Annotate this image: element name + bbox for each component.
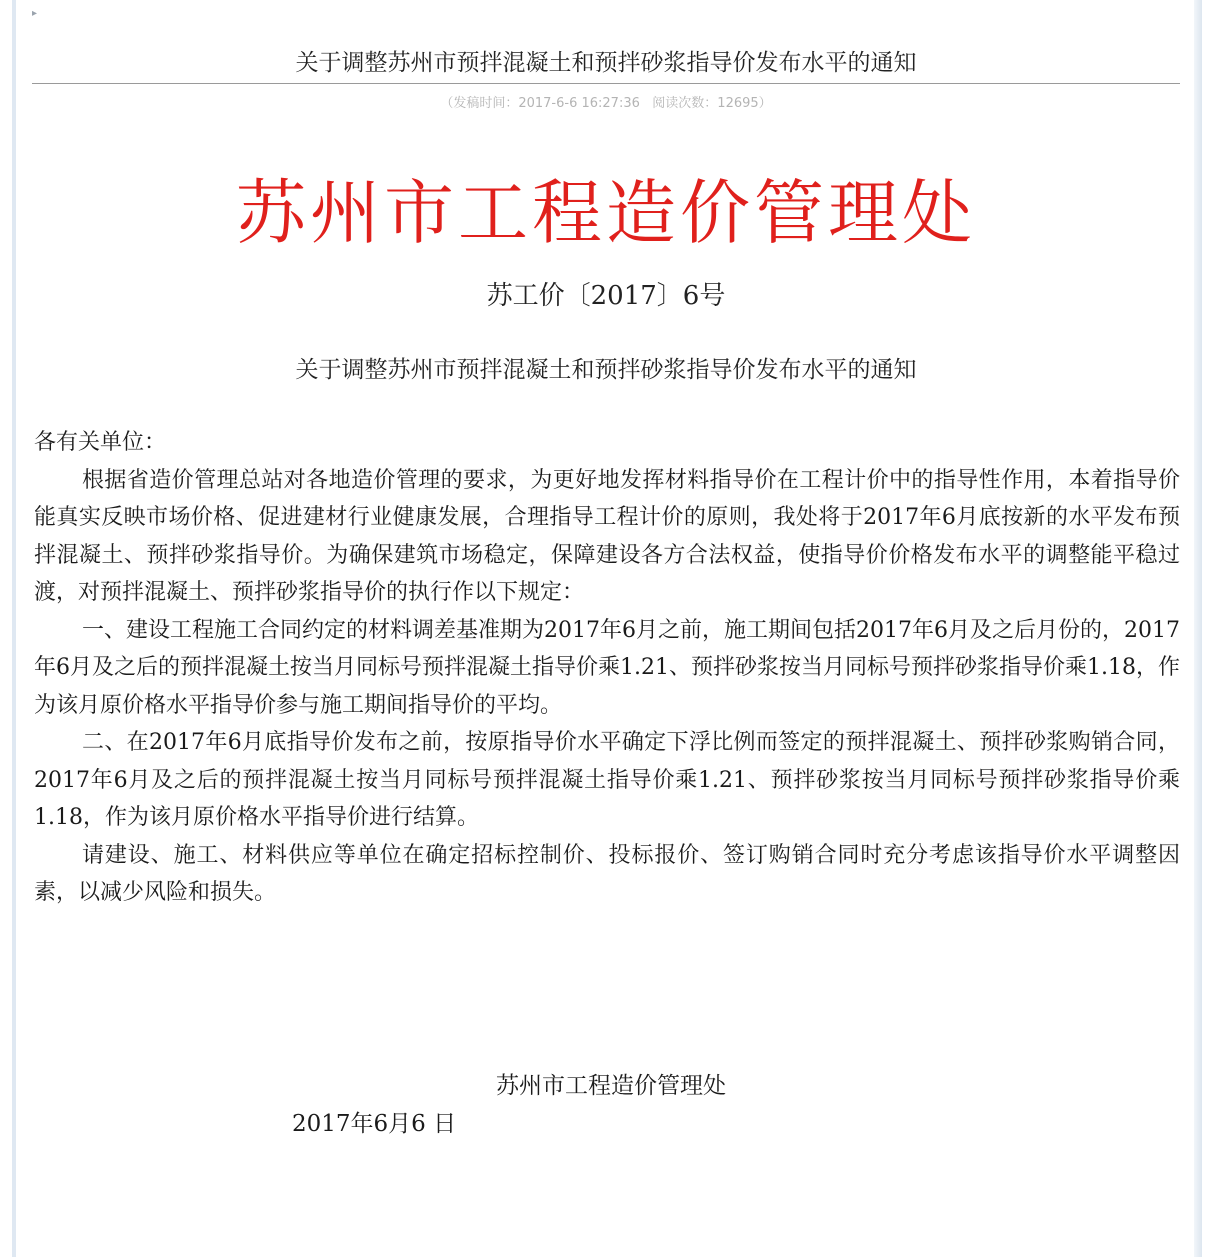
meta-open-paren: （ <box>440 96 454 111</box>
document-number: 苏工价〔2017〕6号 <box>486 281 726 311</box>
signature-date: 2017年6月6 日 <box>292 1111 457 1137</box>
document-body <box>34 424 1180 912</box>
body-paragraph-closing: 请建设、施工、材料供应等单位在确定招标控制价、投标报价、签订购销合同时充分考虑该指导价水平调整因素，以减少风险和损失。 <box>34 842 1180 905</box>
body-paragraph-intro: 根据省造价管理总站对各地造价管理的要求，为更好地发挥材料指导价在工程计价中的指导性作用，本着指导价能真实反映市场价格、促进建材行业健康发展，合理指导工程计价的原则，我处将于2017年6月底按新的水平发布预拌混凝土、预拌砂浆指导价。为确保建筑市场稳定，保障建设各方合法权益，使指导价价格发布水平的调整能平稳过渡，对预拌混凝土、预拌砂浆指导价的执行作以下规定： <box>34 467 1180 605</box>
collapse-arrow-icon[interactable]: ▸ <box>32 8 38 19</box>
view-count-label: 阅读次数： <box>652 96 718 111</box>
view-count: 12695 <box>717 96 759 111</box>
article-meta <box>32 93 1180 115</box>
header-divider <box>32 83 1180 84</box>
meta-close-paren: ） <box>758 96 772 111</box>
issuing-authority-heading: 苏州市工程造价管理处 <box>236 172 976 254</box>
signature-organization: 苏州市工程造价管理处 <box>496 1073 726 1099</box>
post-time-label: 发稿时间： <box>453 96 519 111</box>
document-title: 关于调整苏州市预拌混凝土和预拌砂浆指导价发布水平的通知 <box>295 357 917 383</box>
meta-spacer <box>640 96 652 111</box>
left-frame-border <box>12 0 16 1257</box>
body-paragraph-rule-1: 一、建设工程施工合同约定的材料调差基准期为2017年6月之前，施工期间包括2017年6月及之后月份的，2017年6月及之后的预拌混凝土按当月同标号预拌混凝土指导价乘1.21、预拌砂浆按当月同标号预拌砂浆指导价乘1.18，作为该月原价格水平指导价参与施工期间指导价的平均。 <box>34 617 1180 718</box>
body-paragraph-rule-2: 二、在2017年6月底指导价发布之前，按原指导价水平确定下浮比例而签定的预拌混凝土、预拌砂浆购销合同，2017年6月及之后的预拌混凝土按当月同标号预拌混凝土指导价乘1.21、预拌砂浆按当月同标号预拌砂浆指导价乘1.18，作为该月原价格水平指导价进行结算。 <box>34 730 1180 830</box>
post-time: 2017-6-6 16:27:36 <box>518 96 640 111</box>
salutation: 各有关单位： <box>34 430 167 455</box>
page-title: 关于调整苏州市预拌混凝土和预拌砂浆指导价发布水平的通知 <box>295 50 917 76</box>
right-scroll-track[interactable] <box>1194 0 1202 1257</box>
